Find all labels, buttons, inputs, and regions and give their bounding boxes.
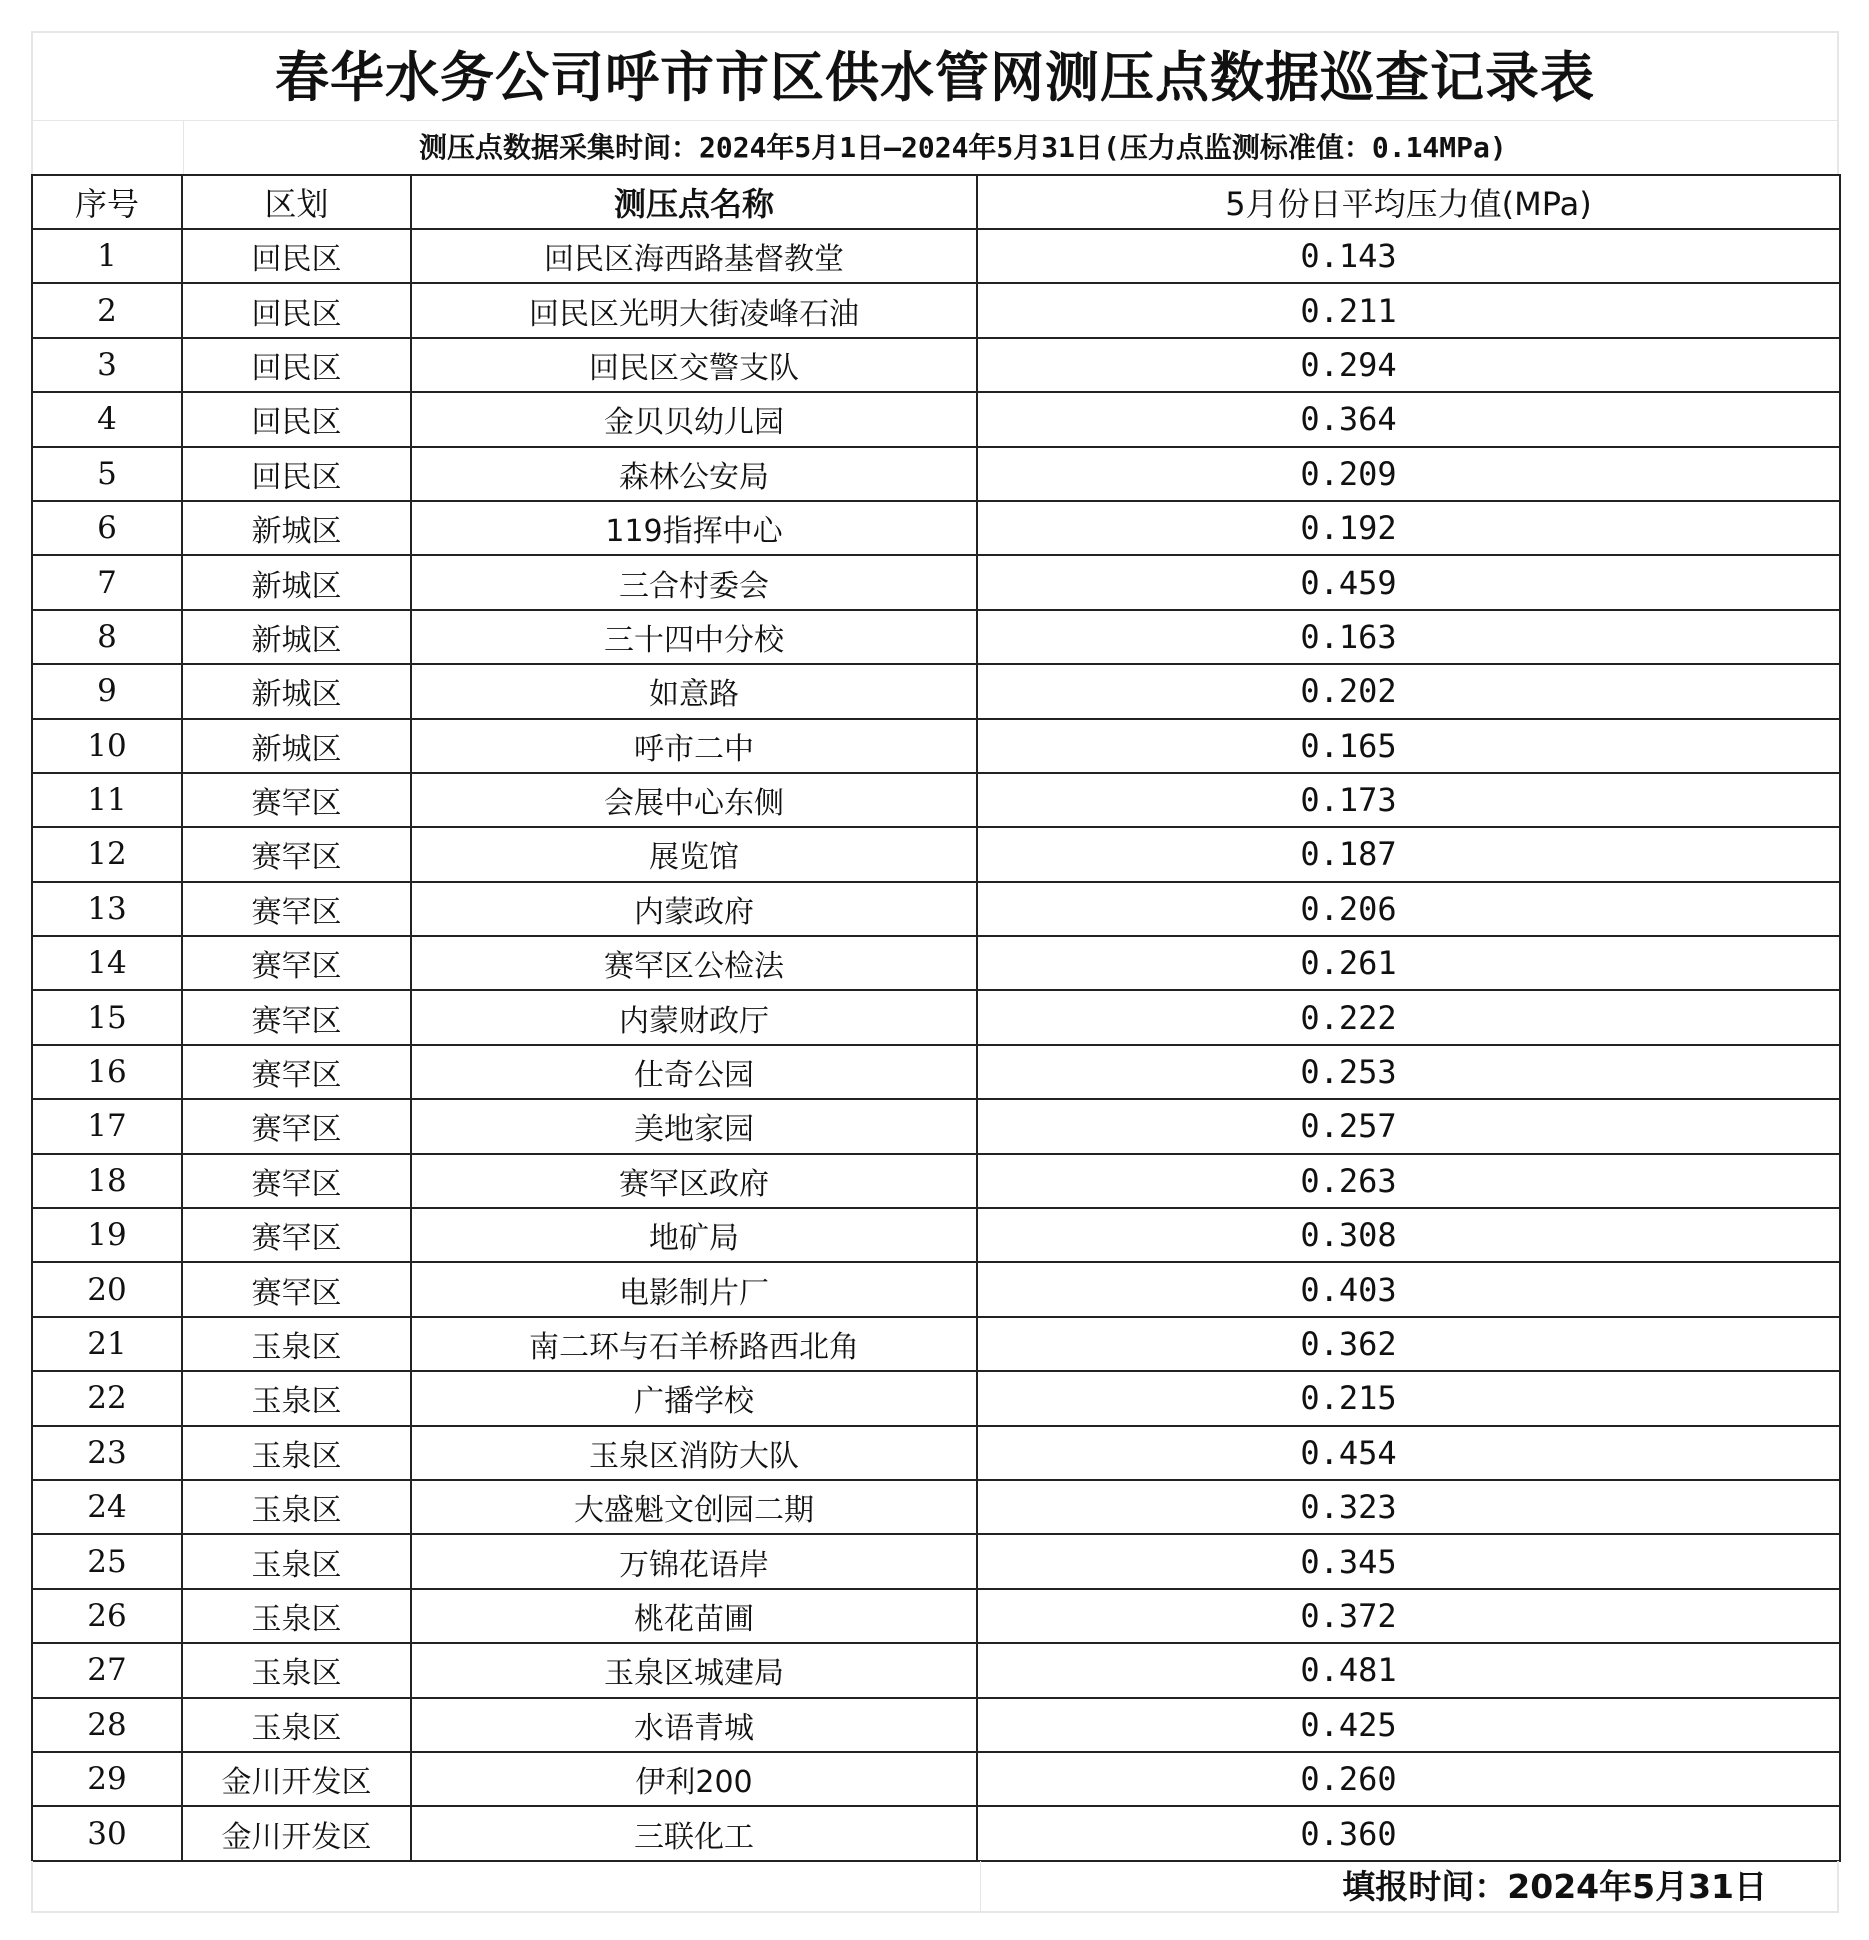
row-pressure-value: 0.173 [977, 773, 1840, 827]
row-pressure-value: 0.163 [977, 610, 1840, 664]
row-index: 15 [32, 990, 182, 1044]
row-pressure-value: 0.364 [977, 392, 1840, 446]
row-district: 玉泉区 [182, 1371, 411, 1425]
row-pressure-value: 0.202 [977, 664, 1840, 718]
row-district: 回民区 [182, 283, 411, 337]
table-row [32, 1262, 1840, 1316]
row-district: 新城区 [182, 610, 411, 664]
row-district: 玉泉区 [182, 1589, 411, 1643]
table-header-row [32, 175, 1840, 229]
row-district: 新城区 [182, 719, 411, 773]
row-station-name: 玉泉区消防大队 [411, 1426, 977, 1480]
table-row [32, 827, 1840, 881]
row-pressure-value: 0.261 [977, 936, 1840, 990]
row-station-name: 内蒙财政厅 [411, 990, 977, 1044]
row-pressure-value: 0.211 [977, 283, 1840, 337]
table-row [32, 447, 1840, 501]
row-index: 21 [32, 1317, 182, 1371]
row-pressure-value: 0.187 [977, 827, 1840, 881]
spreadsheet [31, 31, 1839, 1911]
table-row [32, 1806, 1840, 1860]
row-pressure-value: 0.215 [977, 1371, 1840, 1425]
header-station-name: 测压点名称 [411, 175, 977, 229]
row-index: 24 [32, 1480, 182, 1534]
row-district: 玉泉区 [182, 1698, 411, 1752]
row-station-name: 赛罕区政府 [411, 1154, 977, 1208]
row-pressure-value: 0.360 [977, 1806, 1840, 1860]
row-pressure-value: 0.294 [977, 338, 1840, 392]
row-station-name: 水语青城 [411, 1698, 977, 1752]
table-row [32, 610, 1840, 664]
row-district: 回民区 [182, 392, 411, 446]
row-index: 11 [32, 773, 182, 827]
table-row [32, 1589, 1840, 1643]
table-row [32, 990, 1840, 1044]
table-row [32, 936, 1840, 990]
row-district: 赛罕区 [182, 936, 411, 990]
row-district: 赛罕区 [182, 990, 411, 1044]
row-district: 新城区 [182, 501, 411, 555]
row-index: 18 [32, 1154, 182, 1208]
row-district: 玉泉区 [182, 1426, 411, 1480]
row-district: 赛罕区 [182, 1262, 411, 1316]
row-index: 19 [32, 1208, 182, 1262]
row-district: 回民区 [182, 447, 411, 501]
row-station-name: 金贝贝幼儿园 [411, 392, 977, 446]
row-district: 玉泉区 [182, 1643, 411, 1697]
table-row [32, 283, 1840, 337]
row-district: 赛罕区 [182, 1099, 411, 1153]
row-district: 赛罕区 [182, 1045, 411, 1099]
row-pressure-value: 0.165 [977, 719, 1840, 773]
row-station-name: 南二环与石羊桥路西北角 [411, 1317, 977, 1371]
table-row [32, 338, 1840, 392]
row-index: 9 [32, 664, 182, 718]
row-station-name: 伊利200 [411, 1752, 977, 1806]
table-row [32, 882, 1840, 936]
row-station-name: 桃花苗圃 [411, 1589, 977, 1643]
row-index: 2 [32, 283, 182, 337]
row-index: 22 [32, 1371, 182, 1425]
table-row [32, 229, 1840, 283]
pressure-data-table [31, 174, 1841, 1862]
row-index: 17 [32, 1099, 182, 1153]
row-pressure-value: 0.206 [977, 882, 1840, 936]
row-index: 13 [32, 882, 182, 936]
row-index: 25 [32, 1534, 182, 1588]
row-pressure-value: 0.345 [977, 1534, 1840, 1588]
subtitle-row [31, 120, 1839, 174]
row-district: 玉泉区 [182, 1480, 411, 1534]
row-district: 回民区 [182, 338, 411, 392]
header-pressure-value: 5月份日平均压力值(MPa) [977, 175, 1840, 229]
collection-period-note: 测压点数据采集时间：2024年5月1日—2024年5月31日(压力点监测标准值：0.14MPa) [419, 131, 1507, 164]
row-station-name: 回民区海西路基督教堂 [411, 229, 977, 283]
row-index: 23 [32, 1426, 182, 1480]
row-pressure-value: 0.481 [977, 1643, 1840, 1697]
table-row [32, 1208, 1840, 1262]
table-row [32, 392, 1840, 446]
table-row [32, 1698, 1840, 1752]
row-station-name: 119指挥中心 [411, 501, 977, 555]
footer-row [31, 1861, 1839, 1913]
row-district: 新城区 [182, 555, 411, 609]
table-row [32, 1045, 1840, 1099]
row-pressure-value: 0.209 [977, 447, 1840, 501]
row-station-name: 电影制片厂 [411, 1262, 977, 1316]
row-district: 赛罕区 [182, 827, 411, 881]
row-index: 1 [32, 229, 182, 283]
page-title: 春华水务公司呼市市区供水管网测压点数据巡查记录表 [31, 31, 1839, 120]
row-station-name: 美地家园 [411, 1099, 977, 1153]
table-row [32, 1426, 1840, 1480]
row-station-name: 内蒙政府 [411, 882, 977, 936]
row-station-name: 仕奇公园 [411, 1045, 977, 1099]
row-station-name: 广播学校 [411, 1371, 977, 1425]
row-index: 6 [32, 501, 182, 555]
row-station-name: 万锦花语岸 [411, 1534, 977, 1588]
row-index: 26 [32, 1589, 182, 1643]
row-station-name: 大盛魁文创园二期 [411, 1480, 977, 1534]
row-station-name: 三十四中分校 [411, 610, 977, 664]
row-station-name: 三合村委会 [411, 555, 977, 609]
row-index: 28 [32, 1698, 182, 1752]
row-pressure-value: 0.323 [977, 1480, 1840, 1534]
row-pressure-value: 0.253 [977, 1045, 1840, 1099]
row-pressure-value: 0.403 [977, 1262, 1840, 1316]
row-index: 29 [32, 1752, 182, 1806]
row-index: 8 [32, 610, 182, 664]
table-row [32, 1099, 1840, 1153]
row-district: 赛罕区 [182, 882, 411, 936]
table-row [32, 773, 1840, 827]
row-station-name: 呼市二中 [411, 719, 977, 773]
row-pressure-value: 0.222 [977, 990, 1840, 1044]
row-station-name: 会展中心东侧 [411, 773, 977, 827]
table-body [32, 229, 1840, 1861]
row-index: 20 [32, 1262, 182, 1316]
row-district: 赛罕区 [182, 1154, 411, 1208]
row-index: 3 [32, 338, 182, 392]
row-pressure-value: 0.192 [977, 501, 1840, 555]
header-index: 序号 [32, 175, 182, 229]
row-district: 金川开发区 [182, 1806, 411, 1860]
cell-divider [183, 121, 184, 175]
row-index: 30 [32, 1806, 182, 1860]
table-row [32, 1480, 1840, 1534]
row-pressure-value: 0.362 [977, 1317, 1840, 1371]
table-row [32, 1534, 1840, 1588]
row-station-name: 地矿局 [411, 1208, 977, 1262]
row-index: 16 [32, 1045, 182, 1099]
header-district: 区划 [182, 175, 411, 229]
table-row [32, 1317, 1840, 1371]
table-row [32, 1752, 1840, 1806]
table-row [32, 1643, 1840, 1697]
row-pressure-value: 0.425 [977, 1698, 1840, 1752]
row-pressure-value: 0.308 [977, 1208, 1840, 1262]
row-pressure-value: 0.260 [977, 1752, 1840, 1806]
row-district: 金川开发区 [182, 1752, 411, 1806]
row-index: 5 [32, 447, 182, 501]
table-row [32, 501, 1840, 555]
row-station-name: 赛罕区公检法 [411, 936, 977, 990]
row-station-name: 森林公安局 [411, 447, 977, 501]
cell-divider [980, 1861, 981, 1913]
row-district: 玉泉区 [182, 1534, 411, 1588]
row-pressure-value: 0.257 [977, 1099, 1840, 1153]
row-pressure-value: 0.263 [977, 1154, 1840, 1208]
table-row [32, 719, 1840, 773]
row-district: 回民区 [182, 229, 411, 283]
row-pressure-value: 0.143 [977, 229, 1840, 283]
row-index: 4 [32, 392, 182, 446]
row-station-name: 如意路 [411, 664, 977, 718]
fill-date: 填报时间：2024年5月31日 [1342, 1867, 1767, 1906]
row-district: 赛罕区 [182, 773, 411, 827]
row-station-name: 回民区交警支队 [411, 338, 977, 392]
row-station-name: 展览馆 [411, 827, 977, 881]
row-pressure-value: 0.459 [977, 555, 1840, 609]
row-station-name: 三联化工 [411, 1806, 977, 1860]
row-district: 赛罕区 [182, 1208, 411, 1262]
row-index: 14 [32, 936, 182, 990]
row-index: 27 [32, 1643, 182, 1697]
row-station-name: 玉泉区城建局 [411, 1643, 977, 1697]
row-pressure-value: 0.372 [977, 1589, 1840, 1643]
row-index: 12 [32, 827, 182, 881]
row-district: 新城区 [182, 664, 411, 718]
row-district: 玉泉区 [182, 1317, 411, 1371]
row-index: 10 [32, 719, 182, 773]
table-row [32, 1154, 1840, 1208]
row-index: 7 [32, 555, 182, 609]
table-row [32, 664, 1840, 718]
table-row [32, 555, 1840, 609]
row-pressure-value: 0.454 [977, 1426, 1840, 1480]
table-row [32, 1371, 1840, 1425]
row-station-name: 回民区光明大街凌峰石油 [411, 283, 977, 337]
